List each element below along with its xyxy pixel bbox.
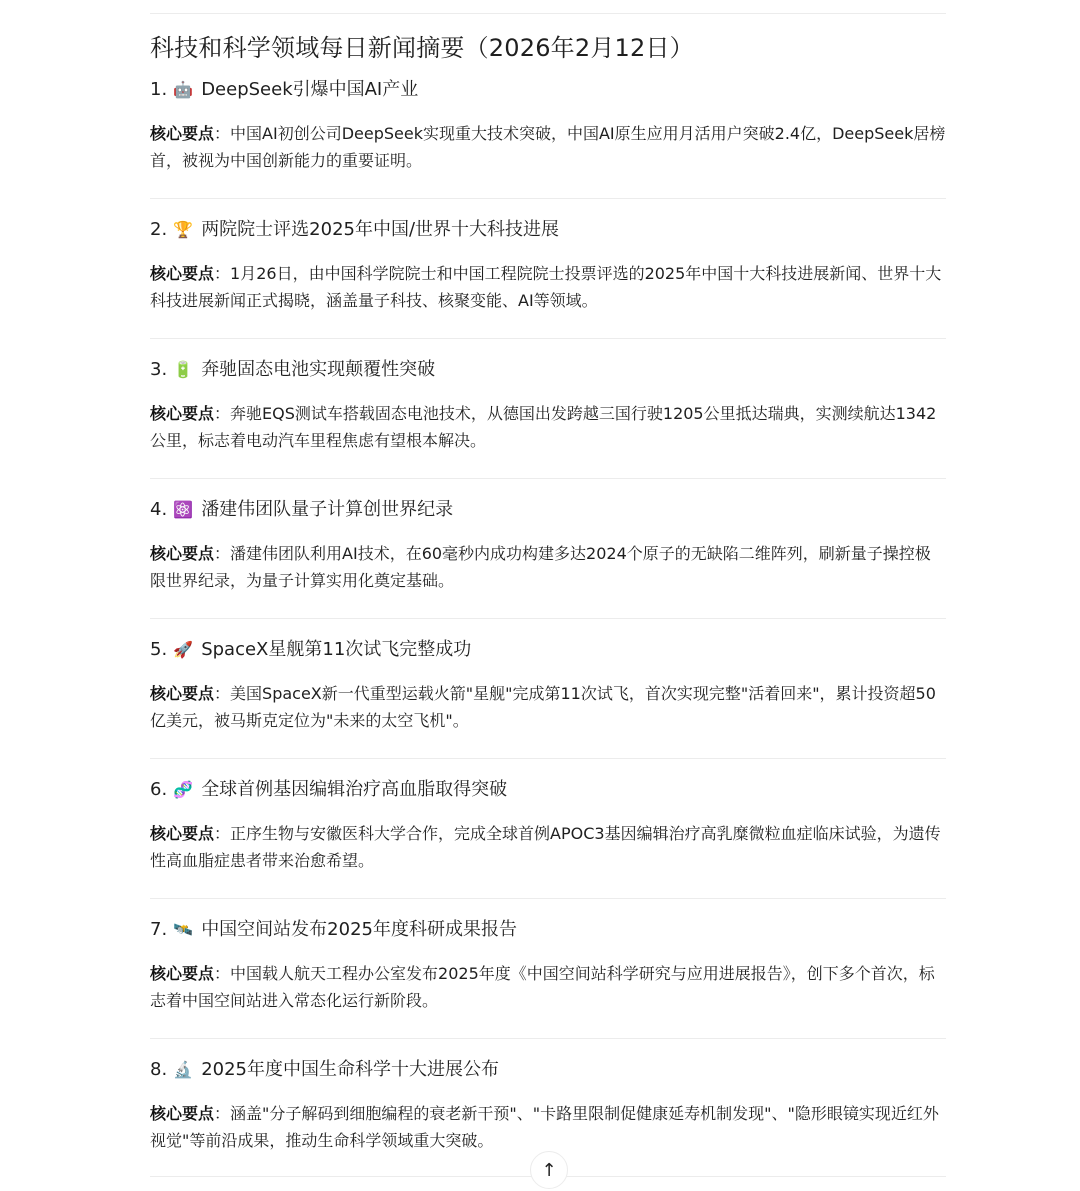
news-item-summary-text: 中国AI初创公司DeepSeek实现重大技术突破，中国AI原生应用月活用户突破2.4亿，DeepSeek居榜首，被视为中国创新能力的重要证明。 bbox=[150, 124, 946, 170]
news-item-number: 6. bbox=[150, 779, 168, 800]
news-item-summary bbox=[150, 1100, 946, 1154]
news-item-number: 5. bbox=[150, 639, 168, 660]
news-item-summary-text: 奔驰EQS测试车搭载固态电池技术，从德国出发跨越三国行驶1205公里抵达瑞典，实测续航达1342公里，标志着电动汽车里程焦虑有望根本解决。 bbox=[150, 404, 937, 450]
divider bbox=[150, 338, 946, 339]
news-item-summary bbox=[150, 960, 946, 1014]
divider bbox=[150, 618, 946, 619]
key-point-label: 核心要点 bbox=[150, 404, 215, 423]
divider bbox=[150, 1038, 946, 1039]
news-item-heading bbox=[150, 498, 946, 522]
news-item-number: 4. bbox=[150, 499, 168, 520]
news-item-summary bbox=[150, 260, 946, 314]
news-item-number: 7. bbox=[150, 919, 168, 940]
atom-icon: ⚛️ bbox=[173, 500, 194, 519]
key-point-separator: ： bbox=[214, 404, 231, 423]
robot-icon: 🤖 bbox=[173, 80, 194, 99]
rocket-icon: 🚀 bbox=[173, 640, 194, 659]
page-title: 科技和科学领域每日新闻摘要（2026年2月12日） bbox=[150, 34, 694, 62]
trophy-icon: 🏆 bbox=[173, 220, 194, 239]
key-point-label: 核心要点 bbox=[150, 1104, 215, 1123]
key-point-separator: ： bbox=[214, 824, 231, 843]
key-point-separator: ： bbox=[214, 544, 231, 563]
divider bbox=[150, 13, 946, 14]
news-item-number: 1. bbox=[150, 79, 168, 100]
news-item-summary-text: 美国SpaceX新一代重型运载火箭"星舰"完成第11次试飞，首次实现完整"活着回来"，累计投资超50亿美元，被马斯克定位为"未来的太空飞机"。 bbox=[150, 684, 936, 730]
news-item-summary-text: 潘建伟团队利用AI技术，在60毫秒内成功构建多达2024个原子的无缺陷二维阵列，刷新量子操控极限世界纪录，为量子计算实用化奠定基础。 bbox=[150, 544, 931, 590]
news-item-number: 2. bbox=[150, 219, 168, 240]
news-item-summary bbox=[150, 120, 946, 174]
key-point-separator: ： bbox=[214, 264, 231, 283]
key-point-label: 核心要点 bbox=[150, 684, 215, 703]
news-summary-document bbox=[150, 0, 946, 1154]
news-item-title: SpaceX星舰第11次试飞完整成功 bbox=[201, 639, 472, 660]
news-item bbox=[150, 78, 946, 199]
battery-icon: 🔋 bbox=[173, 360, 194, 379]
divider bbox=[150, 898, 946, 899]
divider bbox=[150, 478, 946, 479]
news-item-title: 两院院士评选2025年中国/世界十大科技进展 bbox=[201, 219, 560, 240]
divider bbox=[150, 758, 946, 759]
news-item-summary bbox=[150, 540, 946, 594]
news-item-title: 中国空间站发布2025年度科研成果报告 bbox=[201, 919, 517, 940]
news-item-heading bbox=[150, 918, 946, 942]
key-point-separator: ： bbox=[214, 124, 231, 143]
news-item-heading bbox=[150, 1058, 946, 1082]
news-item-summary-text: 正序生物与安徽医科大学合作，完成全球首例APOC3基因编辑治疗高乳糜微粒血症临床试验，为遗传性高血脂症患者带来治愈希望。 bbox=[150, 824, 941, 870]
news-item-heading bbox=[150, 78, 946, 102]
news-item-summary bbox=[150, 400, 946, 454]
news-item-summary bbox=[150, 680, 946, 734]
dna-icon: 🧬 bbox=[173, 780, 194, 799]
news-item-title: 全球首例基因编辑治疗高血脂取得突破 bbox=[201, 779, 508, 800]
news-item-heading bbox=[150, 778, 946, 802]
news-item-heading bbox=[150, 358, 946, 382]
news-item-summary-text: 1月26日，由中国科学院院士和中国工程院院士投票评选的2025年中国十大科技进展新闻、世界十大科技进展新闻正式揭晓，涵盖量子科技、核聚变能、AI等领域。 bbox=[150, 264, 942, 310]
key-point-label: 核心要点 bbox=[150, 824, 215, 843]
key-point-separator: ： bbox=[214, 964, 231, 983]
scroll-to-top-button[interactable] bbox=[530, 1151, 568, 1189]
news-item bbox=[150, 918, 946, 1039]
key-point-label: 核心要点 bbox=[150, 544, 215, 563]
news-item bbox=[150, 638, 946, 759]
key-point-separator: ： bbox=[214, 684, 231, 703]
news-item bbox=[150, 358, 946, 479]
news-list bbox=[150, 78, 946, 1154]
key-point-label: 核心要点 bbox=[150, 964, 215, 983]
divider bbox=[150, 198, 946, 199]
news-item bbox=[150, 778, 946, 899]
news-item-title: DeepSeek引爆中国AI产业 bbox=[201, 79, 419, 100]
microscope-icon: 🔬 bbox=[173, 1060, 194, 1079]
satellite-icon: 🛰️ bbox=[173, 920, 194, 939]
news-item-summary-text: 涵盖"分子解码到细胞编程的衰老新干预"、"卡路里限制促健康延寿机制发现"、"隐形眼镜实现近红外视觉"等前沿成果，推动生命科学领域重大突破。 bbox=[150, 1104, 939, 1150]
key-point-label: 核心要点 bbox=[150, 264, 215, 283]
news-item-number: 8. bbox=[150, 1059, 168, 1080]
news-item bbox=[150, 218, 946, 339]
news-item-title: 2025年度中国生命科学十大进展公布 bbox=[201, 1059, 499, 1080]
news-item bbox=[150, 498, 946, 619]
key-point-label: 核心要点 bbox=[150, 124, 215, 143]
arrow-up-icon: ↑ bbox=[541, 1159, 557, 1181]
news-item-number: 3. bbox=[150, 359, 168, 380]
news-item-summary bbox=[150, 820, 946, 874]
news-item bbox=[150, 1058, 946, 1154]
news-item-heading bbox=[150, 638, 946, 662]
news-item-title: 奔驰固态电池实现颠覆性突破 bbox=[201, 359, 436, 380]
news-item-summary-text: 中国载人航天工程办公室发布2025年度《中国空间站科学研究与应用进展报告》，创下多个首次，标志着中国空间站进入常态化运行新阶段。 bbox=[150, 964, 935, 1010]
news-item-title: 潘建伟团队量子计算创世界纪录 bbox=[201, 499, 454, 520]
news-item-heading bbox=[150, 218, 946, 242]
key-point-separator: ： bbox=[214, 1104, 231, 1123]
